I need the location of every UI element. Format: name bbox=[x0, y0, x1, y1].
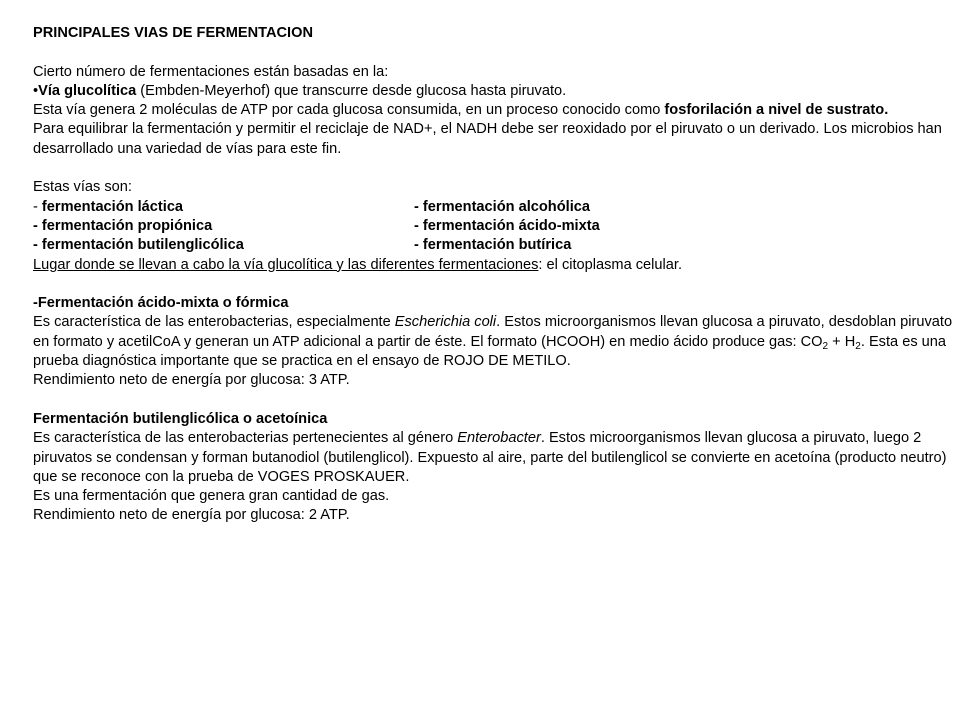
text: . Estos microorganismos llevan glucosa a piruvato, luego 2 piruvatos se condensan y forman butanodiol (butilenglicol). Expuesto al aire, parte del butilenglicol se convierte en acetoína (producto neutro) que se reconoce con la prueba de VOGES PROSKAUER. bbox=[33, 430, 947, 485]
text: . Esta es una prueba diagnóstica importante que se practica en el ensayo de ROJO DE METILO. bbox=[33, 333, 947, 370]
location-value: : el citoplasma celular. bbox=[538, 256, 682, 273]
butylene-yield: Rendimiento neto de energía por glucosa: 2 ATP. bbox=[33, 507, 350, 524]
glycolysis-term: Vía glucolítica bbox=[38, 82, 137, 99]
glycolysis-description: (Embden-Meyerhof) que transcurre desde glucosa hasta piruvato. bbox=[136, 82, 567, 99]
subscript: 2 bbox=[855, 340, 861, 352]
dash: - bbox=[33, 237, 42, 254]
intro-line: Cierto número de fermentaciones están basadas en la: bbox=[33, 63, 389, 80]
pathway-name: fermentación butilenglicólica bbox=[41, 237, 244, 254]
text: Es característica de las enterobacterias pertenecientes al género bbox=[33, 430, 458, 447]
organism-name: Enterobacter bbox=[457, 430, 541, 447]
pathway-name: - fermentación butírica bbox=[414, 237, 572, 254]
glycolysis-line bbox=[33, 82, 958, 101]
mixed-acid-yield: Rendimiento neto de energía por glucosa: 3 ATP. bbox=[33, 372, 350, 389]
butylene-heading bbox=[33, 410, 958, 429]
pathway-name: fermentación láctica bbox=[41, 198, 184, 215]
pathway-row bbox=[33, 236, 958, 255]
subscript: 2 bbox=[822, 340, 829, 352]
text: . Estos microorganismos llevan glucosa a piruvato, desdoblan piruvato en formato y acetilCoA y generan un ATP adicional a partir de éste. El formato (HCOOH) en medio ácido produce gas: CO bbox=[33, 314, 953, 350]
pathways-heading: Estas vías son: bbox=[33, 179, 132, 196]
mixed-acid-heading bbox=[33, 294, 958, 313]
dash: - bbox=[33, 198, 42, 215]
pathway-name: - fermentación ácido-mixta bbox=[414, 217, 600, 234]
text: + H bbox=[828, 333, 856, 350]
heading-text: Fermentación butilenglicólica o acetoínica bbox=[33, 410, 328, 427]
mixed-acid-paragraph bbox=[33, 313, 958, 371]
dash: - bbox=[33, 217, 42, 234]
location-label: Lugar donde se llevan a cabo la vía glucolítica y las diferentes fermentaciones bbox=[33, 256, 539, 273]
pathway-name: fermentación propiónica bbox=[41, 217, 213, 234]
organism-name: Escherichia coli bbox=[394, 314, 497, 331]
butylene-paragraph bbox=[33, 429, 958, 487]
atp-paragraph bbox=[33, 101, 958, 120]
document-title: PRINCIPALES VIAS DE FERMENTACION bbox=[33, 25, 314, 41]
pathway-row bbox=[33, 198, 958, 217]
location-line bbox=[33, 256, 958, 275]
text: Es característica de las enterobacterias, especialmente bbox=[33, 314, 395, 331]
heading-text: -Fermentación ácido-mixta o fórmica bbox=[33, 295, 289, 312]
document-body bbox=[33, 24, 958, 526]
pathway-name: - fermentación alcohólica bbox=[414, 198, 590, 215]
butylene-gas: Es una fermentación que genera gran cantidad de gas. bbox=[33, 488, 390, 505]
atp-term: fosforilación a nivel de sustrato. bbox=[664, 102, 889, 119]
nad-paragraph: Para equilibrar la fermentación y permitir el reciclaje de NAD+, el NADH debe ser reoxidado por el piruvato o un derivado. Los microbios han desarrollado una variedad de vías para este fin. bbox=[33, 121, 942, 157]
pathway-row bbox=[33, 217, 958, 236]
atp-text: Esta vía genera 2 moléculas de ATP por cada glucosa consumida, en un proceso conocido como bbox=[33, 102, 665, 119]
bullet: • bbox=[33, 82, 39, 99]
